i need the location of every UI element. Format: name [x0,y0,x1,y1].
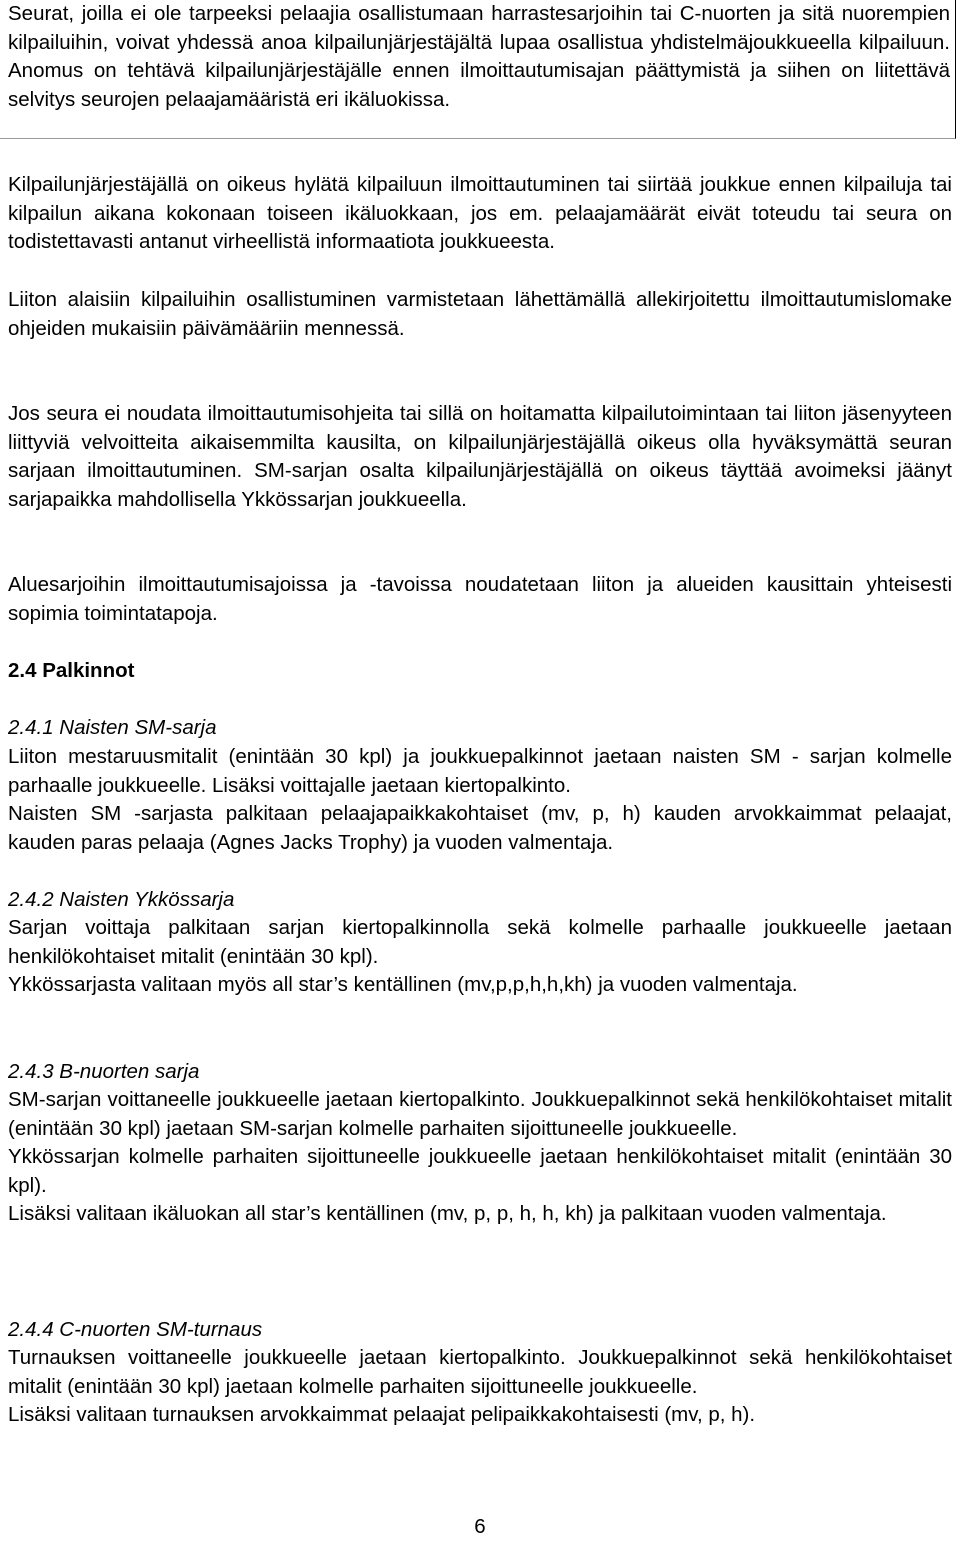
page-number: 6 [474,1515,486,1538]
subsection-title-naisten-sm: 2.4.1 Naisten SM-sarja [8,716,217,739]
subsection-body-b-nuorten: SM-sarjan voittaneelle joukkueelle jaetaan kiertopalkinto. Joukkuepalkinnot sekä henkilökohtaiset mitalit (enintään 30 kpl) jaetaan SM-sarjan kolmelle parhaiten sijoittuneelle joukkueelle. Ykkössarjan kolmelle parhaiten sijoittuneelle joukkueelle jaetaan henkilökohtaiset mitalit (enintään 30 kpl). Lisäksi valitaan ikäluokan all star’s kentällinen (mv, p, p, h, h, kh) ja palkitaan vuoden valmentaja. [8,1088,952,1226]
paragraph-combined-teams: Seurat, joilla ei ole tarpeeksi pelaajia osallistumaan harrastesarjoihin tai C-nuorten ja sitä nuorempien kilpailuihin, voivat yhdessä anoa kilpailunjärjestäjältä lupaa osallistua yhdistelmäjoukkueella kilpailuun. Anomus on tehtävä kilpailunjärjestäjälle ennen ilmoittautumisajan päättymistä ja siihen on liitettävä selvitys seurojen pelaajamääristä eri ikäluokissa. [8,2,950,111]
subsection-title-c-nuorten: 2.4.4 C-nuorten SM-turnaus [8,1318,263,1341]
subsection-title-naisten-ykkossarja: 2.4.2 Naisten Ykkössarja [8,888,235,911]
subsection-body-c-nuorten: Turnauksen voittaneelle joukkueelle jaetaan kiertopalkinto. Joukkuepalkinnot sekä henkilökohtaiset mitalit (enintään 30 kpl) jaetaan kolmelle parhaiten sijoittuneelle joukkueelle. Lisäksi valitaan turnauksen arvokkaimmat pelaajat pelipaikkakohtaisesti (mv, p, h). [8,1346,952,1427]
subsection-body-naisten-ykkossarja: Sarjan voittaja palkitaan sarjan kiertopalkinnolla sekä kolmelle parhaalle joukkueelle jaetaan henkilökohtaiset mitalit (enintään 30 kpl). Ykkössarjasta valitaan myös all star’s kentällinen (mv,p,p,h,h,kh) ja vuoden valmentaja. [8,916,952,997]
paragraph-organizer-rights: Kilpailunjärjestäjällä on oikeus hylätä kilpailuun ilmoittautuminen tai siirtää joukkue ennen kilpailuja tai kilpailun aikana kokonaan toiseen ikäluokkaan, jos em. pelaajamäärät eivät toteudu tai seura on todistettavasti antanut virheellistä informaatiota joukkueesta. [8,173,952,254]
paragraph-registration-form: Liiton alaisiin kilpailuihin osallistuminen varmistetaan lähettämällä allekirjoitettu ilmoittautumislomake ohjeiden mukaisiin päivämääriin mennessä. [8,288,952,340]
subsection-body-naisten-sm: Liiton mestaruusmitalit (enintään 30 kpl) ja joukkuepalkinnot jaetaan naisten SM - sarjan kolmelle parhaalle joukkueelle. Lisäksi voittajalle jaetaan kiertopalkinto. Naisten SM -sarjasta palkitaan pelaajapaikkakohtaiset (mv, p, h) kauden arvokkaimmat pelaajat, kauden paras pelaaja (Agnes Jacks Trophy) ja vuoden valmentaja. [8,745,952,854]
section-heading: 2.4 Palkinnot [8,659,135,682]
boxed-paragraph-frame [0,0,956,139]
paragraph-registration-rules: Jos seura ei noudata ilmoittautumisohjeita tai sillä on hoitamatta kilpailutoimintaan tai liiton jäsenyyteen liittyviä velvoitteita aikaisemmilta kausilta, on kilpailunjärjestäjällä oikeus olla hyväksymättä seuran sarjaan ilmoittautuminen. SM-sarjan osalta kilpailunjärjestäjällä on oikeus täyttää avoimeksi jäänyt sarjapaikka mahdollisella Ykkössarjan joukkueella. [8,402,952,511]
subsection-title-b-nuorten: 2.4.3 B-nuorten sarja [8,1060,200,1083]
paragraph-regional-series: Aluesarjoihin ilmoittautumisajoissa ja -tavoissa noudatetaan liiton ja alueiden kausittain yhteisesti sopimia toimintatapoja. [8,573,952,625]
